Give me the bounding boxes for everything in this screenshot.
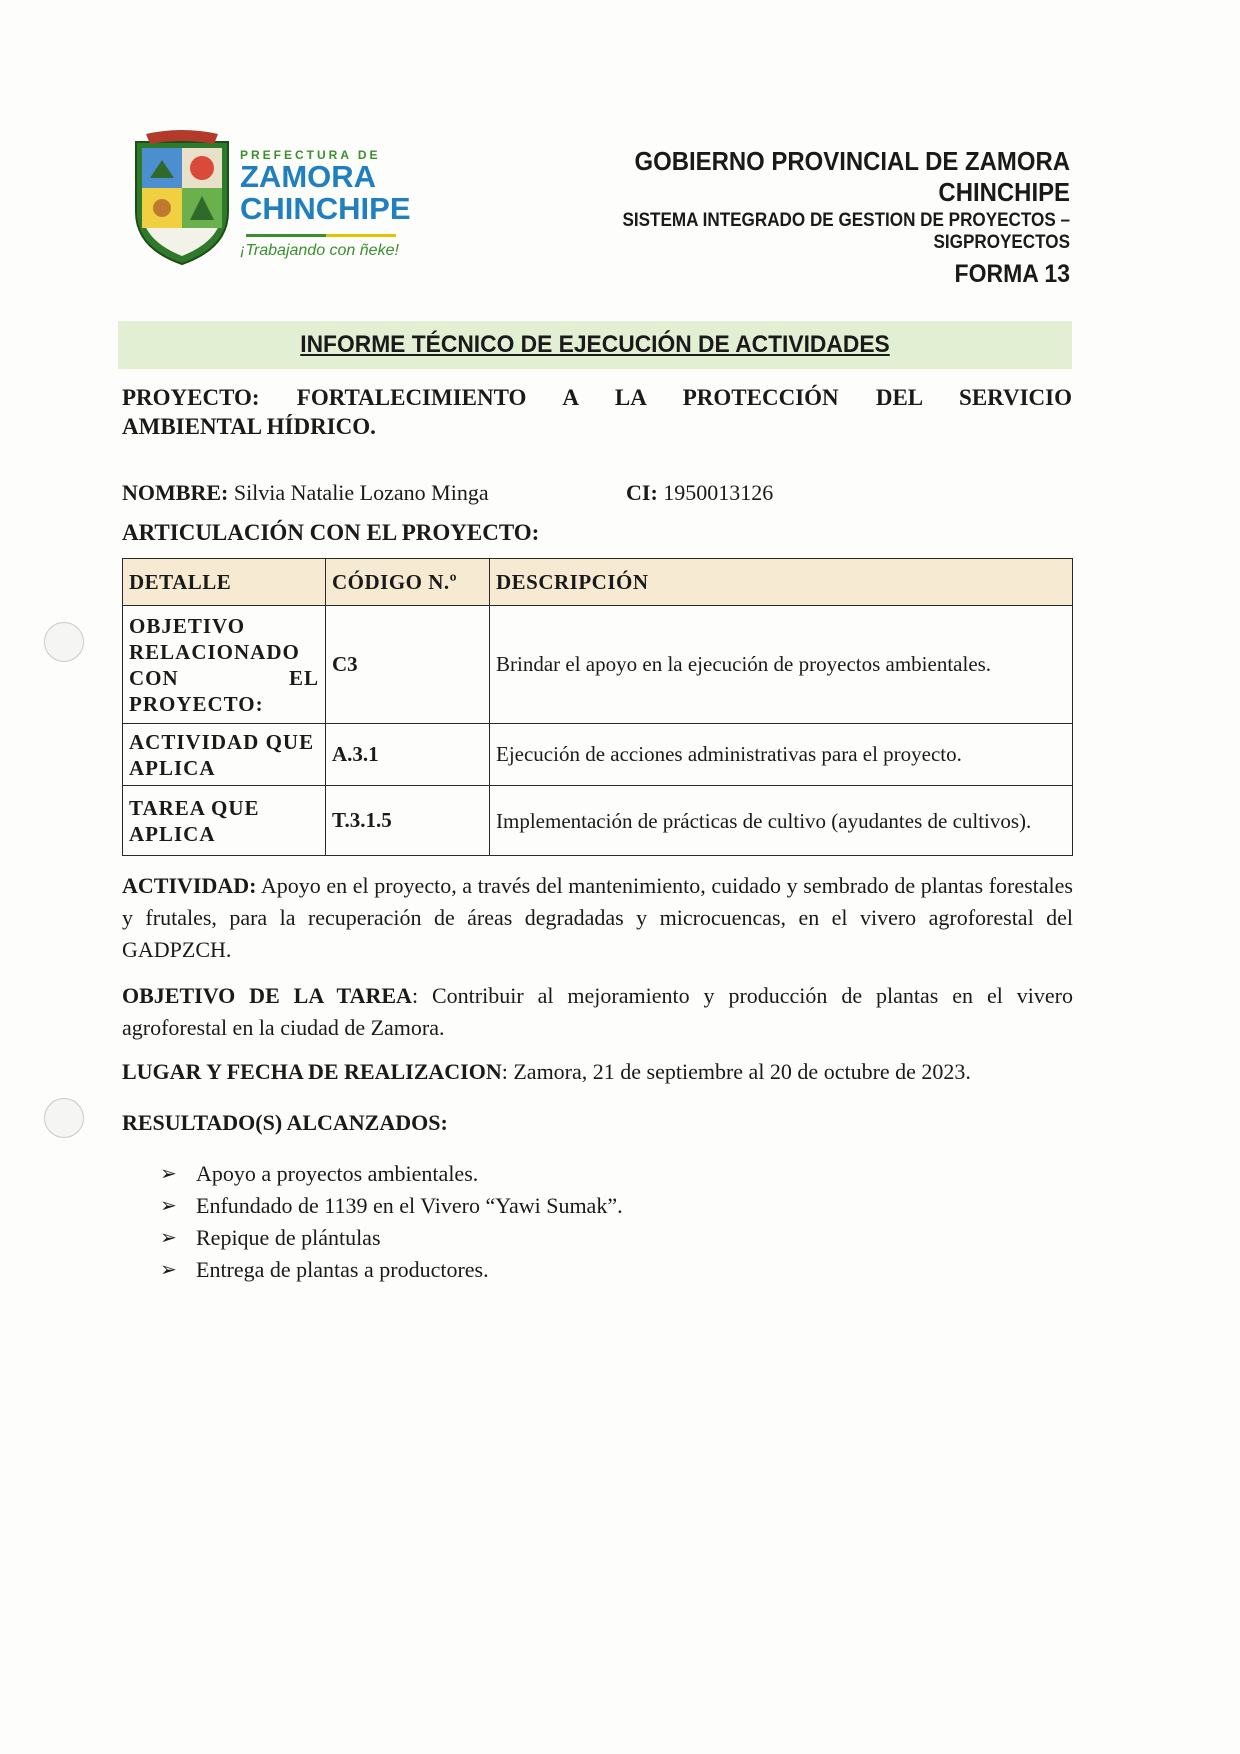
project-name-line-2: AMBIENTAL HÍDRICO.: [122, 414, 376, 439]
system-subtitle: SISTEMA INTEGRADO DE GESTION DE PROYECTOS – SIGPROYECTOS: [622, 210, 1070, 253]
project-name-line-1: FORTALECIMIENTO A LA PROTECCIÓN DEL SERVICIO: [296, 385, 1072, 410]
row-detalle: [123, 606, 326, 724]
task-objective-paragraph: [122, 980, 1073, 1044]
results-label: RESULTADO(S) ALCANZADOS: [122, 1110, 441, 1135]
name-label: NOMBRE:: [122, 480, 229, 505]
punch-hole-top: [44, 622, 84, 662]
header-descripcion: DESCRIPCIÓN: [490, 559, 1073, 606]
logo-slogan: ¡Trabajando con ñeke!: [240, 242, 399, 259]
table-row: [123, 606, 1073, 724]
row-descripcion: Ejecución de acciones administrativas para el proyecto.: [490, 724, 1073, 786]
government-title: GOBIERNO PROVINCIAL DE ZAMORA CHINCHIPE: [634, 146, 1070, 207]
list-item: [160, 1222, 623, 1254]
activity-label: ACTIVIDAD:: [122, 873, 257, 898]
task-objective-text: : Contribuir al mejoramiento y producción de plantas en el vivero agroforestal en la ciudad de Zamora.: [122, 983, 1073, 1040]
row-detalle: TAREA QUE APLICA: [123, 786, 326, 856]
project-block: [122, 383, 1072, 441]
prefectura-logo: [128, 130, 418, 270]
row-codigo: A.3.1: [326, 724, 490, 786]
task-objective-label: OBJETIVO DE LA TAREA: [122, 983, 412, 1008]
ci-label: CI:: [626, 480, 658, 505]
arrow-bullet-icon: ➢: [160, 1259, 177, 1281]
arrow-bullet-icon: ➢: [160, 1163, 177, 1185]
logo-chinchipe-text: CHINCHIPE: [240, 191, 411, 226]
results-heading: RESULTADO(S) ALCANZADOS:: [122, 1110, 448, 1135]
row-codigo: T.3.1.5: [326, 786, 490, 856]
row-detalle: ACTIVIDAD QUE APLICA: [123, 724, 326, 786]
name-value: Silvia Natalie Lozano Minga: [233, 480, 489, 505]
place-date-paragraph: [122, 1056, 1073, 1088]
articulation-table: [122, 558, 1073, 856]
form-number: FORMA 13: [954, 260, 1070, 288]
list-item: [160, 1158, 623, 1190]
coat-of-arms-icon: [136, 130, 228, 264]
row-descripcion: Implementación de prácticas de cultivo (ayudantes de cultivos).: [490, 786, 1073, 856]
table-header-row: [123, 559, 1073, 606]
row-codigo: C3: [326, 606, 490, 724]
header-detalle: DETALLE: [123, 559, 326, 606]
table-row: [123, 786, 1073, 856]
ci-field: [626, 480, 773, 506]
logo-prefectura-text: PREFECTURA DE: [240, 148, 381, 162]
result-text: Apoyo a proyectos ambientales.: [196, 1161, 479, 1186]
name-field: [122, 480, 489, 506]
report-title-banner: [118, 321, 1072, 369]
activity-paragraph: [122, 870, 1073, 966]
logo-zamora-text: ZAMORA: [240, 159, 377, 194]
activity-text: Apoyo en el proyecto, a través del mantenimiento, cuidado y sembrado de plantas forestales y frutales, para la recuperación de áreas degradadas y microcuencas, en el vivero agroforestal del GADPZCH.: [122, 873, 1073, 962]
results-list: [160, 1158, 623, 1286]
header-codigo: CÓDIGO N.º: [326, 559, 490, 606]
report-title: INFORME TÉCNICO DE EJECUCIÓN DE ACTIVIDADES: [300, 331, 890, 358]
table-row: [123, 724, 1073, 786]
arrow-bullet-icon: ➢: [160, 1195, 177, 1217]
logo-divider-accent: [326, 234, 396, 237]
detalle-text: OBJETIVO RELACIONADO CON EL PROYECTO:: [129, 613, 319, 716]
ci-value: 1950013126: [663, 480, 774, 505]
list-item: [160, 1190, 623, 1222]
project-label: PROYECTO:: [122, 385, 260, 410]
articulation-heading: ARTICULACIÓN CON EL PROYECTO:: [122, 520, 540, 545]
result-text: Repique de plántulas: [196, 1225, 381, 1250]
row-descripcion: Brindar el apoyo en la ejecución de proyectos ambientales.: [490, 606, 1073, 724]
project-line-1: [122, 383, 1072, 412]
place-date-label: LUGAR Y FECHA DE REALIZACION: [122, 1059, 502, 1084]
arrow-bullet-icon: ➢: [160, 1227, 177, 1249]
result-text: Entrega de plantas a productores.: [196, 1257, 489, 1282]
punch-hole-bottom: [44, 1098, 84, 1138]
list-item: [160, 1254, 623, 1286]
place-date-text: : Zamora, 21 de septiembre al 20 de octubre de 2023.: [501, 1059, 971, 1084]
result-text: Enfundado de 1139 en el Vivero “Yawi Sumak”.: [196, 1193, 623, 1218]
